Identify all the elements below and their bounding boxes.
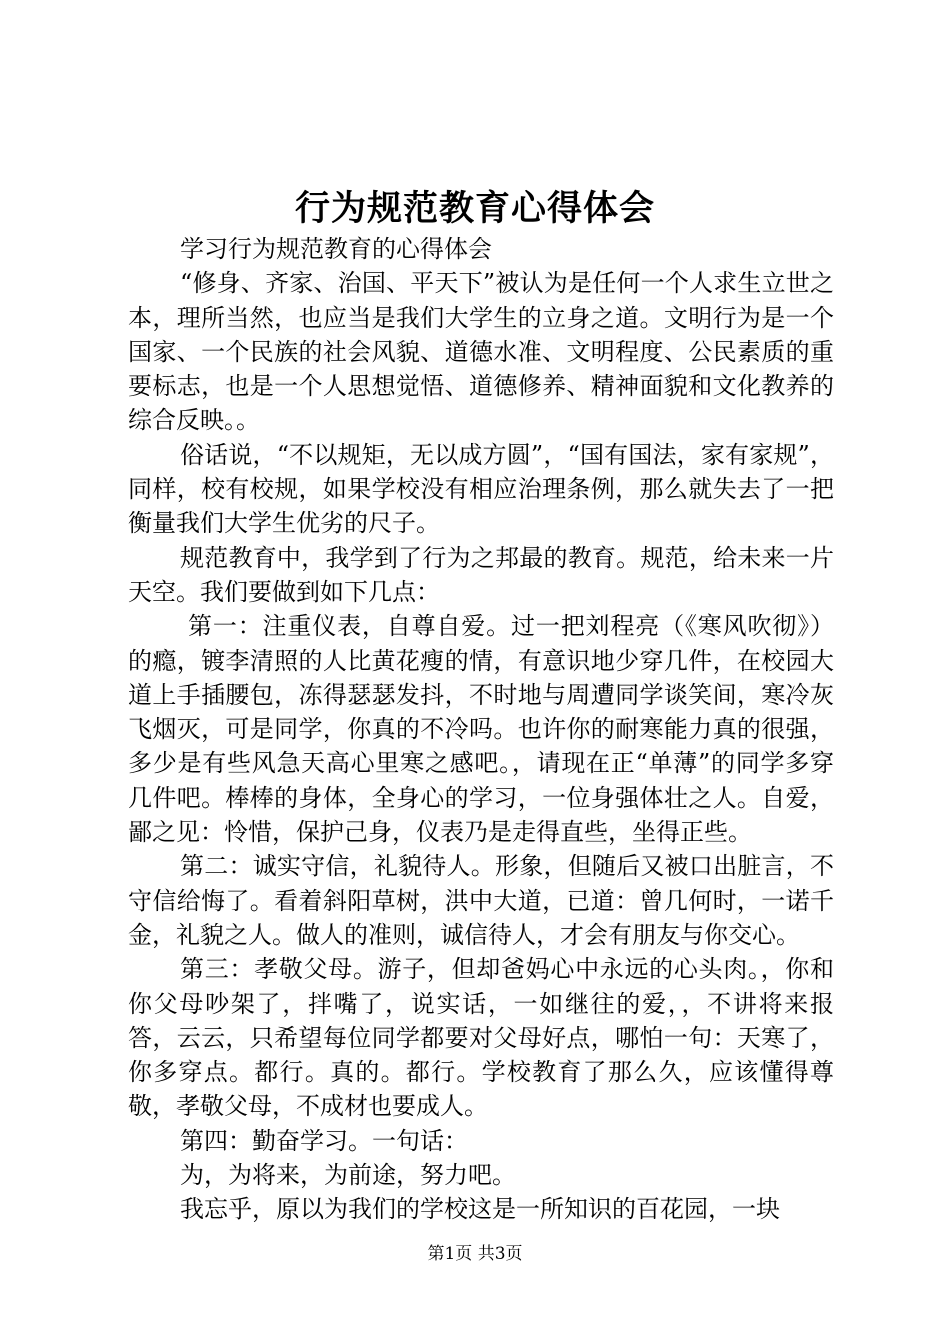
paragraph-proverb: 俗话说，“不以规矩，无以成方圆”，“国有国法，家有家规”，同样，校有校规，如果学校没有相应治理条例，那么就失去了一把衡量我们大学生优劣的尺子。 xyxy=(128,440,834,538)
paragraph-point-1: 第一：注重仪表，自尊自爱。过一把刘程亮（《寒风吹彻》）的瘾，镀李清照的人比黄花瘦的情，有意识地少穿几件，在校园大道上手插腰包，冻得瑟瑟发抖，不时地与周遭同学谈笑间，寒冷灰飞烟灭，可是同学，你真的不冷吗。也许你的耐寒能力真的很强，多少是有些风急天高心里寒之感吧。，请现在正“单薄”的同学多穿几件吧。棒棒的身体，全身心的学习，一位身强体壮之人。自爱，鄙之见：怜惜，保护己身，仪表乃是走得直些，坐得正些。 xyxy=(128,612,834,847)
paragraph-closing: 我忘乎，原以为我们的学校这是一所知识的百花园，一块 xyxy=(180,1195,780,1224)
page-footer: 第1页 共3页 xyxy=(427,1244,523,1264)
paragraph-subtitle: 学习行为规范教育的心得体会 xyxy=(180,235,492,263)
document-title: 行为规范教育心得体会 xyxy=(294,188,655,229)
paragraph-education: 规范教育中，我学到了行为之邦最的教育。规范，给未来一片天空。我们要做到如下几点： xyxy=(128,543,834,606)
paragraph-point-4-detail: 为，为将来，为前途，努力吧。 xyxy=(180,1161,516,1190)
paragraph-point-2: 第二：诚实守信，礼貌待人。形象，但随后又被口出脏言，不守信给悔了。看着斜阳草树，洪中大道，已道：曾几何时，一诺千金，礼貌之人。做人的准则，诚信待人，才会有朋友与你交心。 xyxy=(128,852,834,949)
paragraph-intro: “修身、齐家、治国、平天下”被认为是任何一个人求生立世之本，理所当然，也应当是我们大学生的立身之道。文明行为是一个国家、一个民族的社会风貌、道德水准、文明程度、公民素质的重要标志，也是一个人思想觉悟、道德修养、精神面貌和文化教养的综合反映。。 xyxy=(128,269,834,435)
paragraph-point-4: 第四：勤奋学习。一句话： xyxy=(180,1126,468,1155)
document-body xyxy=(128,232,834,1227)
paragraph-point-3: 第三：孝敬父母。游子，但却爸妈心中永远的心头肉。，你和你父母吵架了，拌嘴了，说实话，一如继往的爱，，不讲将来报答，云云，只希望每位同学都要对父母好点，哪怕一句：天寒了，你多穿点。都行。真的。都行。学校教育了那么久，应该懂得尊敬，孝敬父母，不成材也要成人。 xyxy=(128,955,834,1121)
